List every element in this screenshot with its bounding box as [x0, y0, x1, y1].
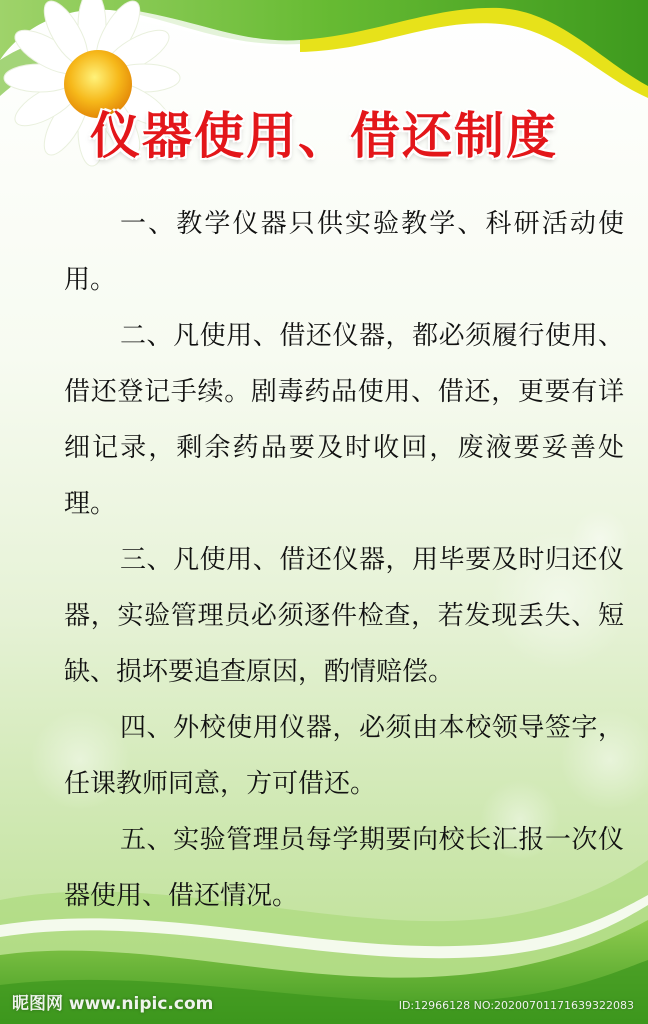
watermark-site: 昵图网 www.nipic.com	[12, 994, 214, 1014]
page-title: 仪器使用、借还制度	[90, 107, 558, 165]
rule-paragraph-2: 二、凡使用、借还仪器，都必须履行使用、借还登记手续。剧毒药品使用、借还，更要有详细记录，剩余药品要及时收回，废液要妥善处理。	[64, 321, 624, 519]
rule-paragraph-1: 一、教学仪器只供实验教学、科研活动使用。	[64, 209, 624, 295]
rule-paragraph-5: 五、实验管理员每学期要向校长汇报一次仪器使用、借还情况。	[64, 825, 624, 911]
rules-body	[64, 196, 624, 924]
rule-paragraph-4: 四、外校使用仪器，必须由本校领导签字，任课教师同意，方可借还。	[64, 713, 624, 799]
watermark-id: ID:12966128 NO:20200701171639322083	[398, 999, 634, 1012]
rule-paragraph-3: 三、凡使用、借还仪器，用毕要及时归还仪器，实验管理员必须逐件检查，若发现丢失、短缺、损坏要追查原因，酌情赔偿。	[64, 545, 624, 687]
